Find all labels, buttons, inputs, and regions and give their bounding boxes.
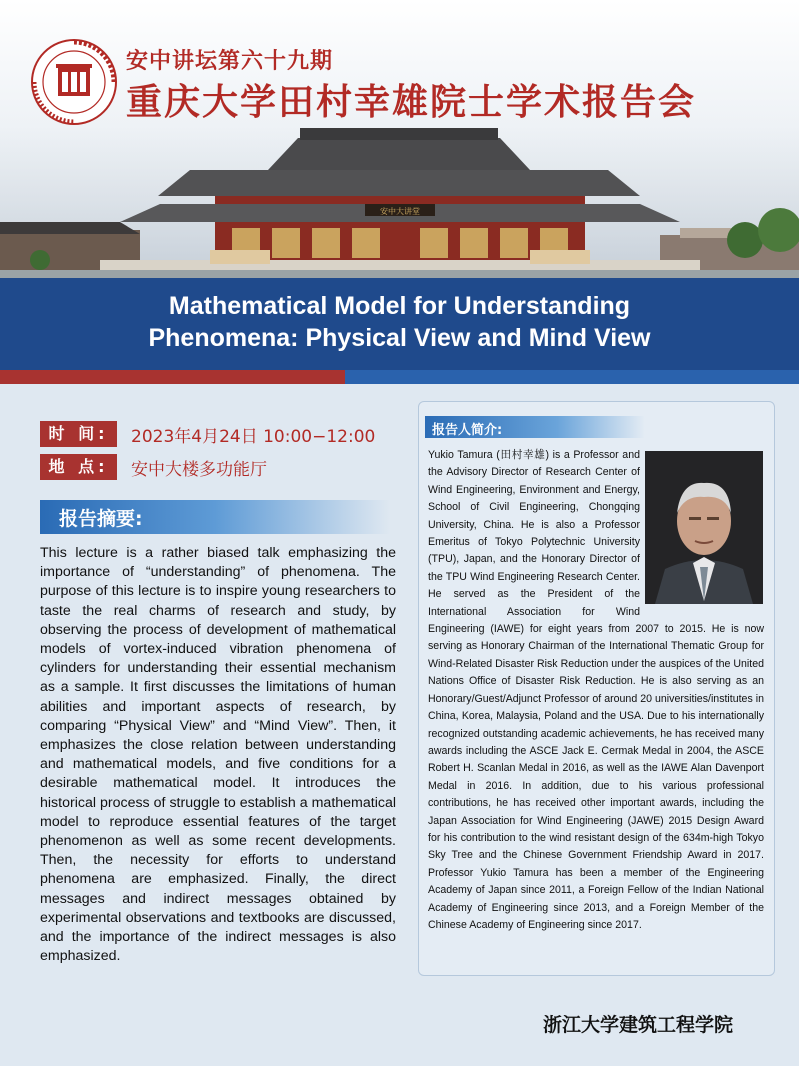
temple-illustration bbox=[0, 110, 799, 278]
lecture-title-line2: Phenomena: Physical View and Mind View bbox=[148, 324, 651, 352]
lecture-title bbox=[0, 290, 799, 354]
abstract-text: This lecture is a rather biased talk emphasizing the importance of “understanding” of phenomena. The purpose of this lecture is to inspire young researchers to taste the real charms of research and study, by observing the process of development of mathematical models of vortex-induced vibration phenomena of cylinders for understanding their essential mechanism as a sample. It first discusses the limitations of human abilities and important aspects of research, by comparing “Physical View” and “Mind View”. Then, it emphasizes the close relation between understanding and mathematical models, and five conditions for a desirable mathematical model. It introduces the historical process of struggle to establish a mathematical model to reproduce essential features of the target phenomenon as well as some recent developments. Then, the necessity for efforts to understand phenomena are emphasized. Finally, the direct messages and indirect messages obtained by experimental observations and textbooks are discussed, and the importance of the indirect messages is also emphasized. bbox=[40, 545, 396, 965]
time-label: 时 间: bbox=[40, 421, 117, 447]
divider-red bbox=[0, 370, 345, 384]
bio-heading-bar bbox=[425, 416, 645, 438]
speaker-photo bbox=[645, 451, 763, 604]
organizer-footer: 浙江大学建筑工程学院 bbox=[543, 1014, 734, 1036]
hall-plaque: 安中大讲堂 bbox=[380, 207, 420, 216]
abstract-heading: 报告摘要: bbox=[59, 508, 143, 530]
abstract-heading-bar bbox=[40, 500, 390, 534]
bio-heading: 报告人简介: bbox=[432, 423, 503, 438]
hero-banner bbox=[0, 0, 799, 278]
time-value: 2023年4月24日 10:00−12:00 bbox=[131, 426, 376, 447]
place-label: 地 点: bbox=[40, 454, 117, 480]
place-row bbox=[40, 454, 267, 480]
time-row bbox=[40, 421, 375, 447]
series-label: 安中讲坛第六十九期 bbox=[126, 49, 334, 74]
bio-text: Yukio Tamura (田村幸雄) is a Professor and the Advisory Director of Research Center of Wind Engineering, Environment and Energy, School of Civil Engineering, Chongqing University, China. He is also a Professor Emeritus of Tokyo Polytechnic University (TPU), Japan, and the Honorary Director of the TPU Wind Engineering Research Center. He served as the President of the International Association for Wind Engineering (IAWE) for eight years from 2007 to 2015. He is now serving as Honorary Chairman of the International Thematic Group for Wind-Related Disaster Risk Reduction under the auspices of the United Nations Office of Disaster Risk Reduction. He is also serving as an Honorary/Guest/Adjunct Professor of around 20 universities/institutes in China, Korea, Malaysia, Poland and the USA. Due to his internationally recognized outstanding academic achievements, he has received many awards including the ASCE Jack E. Cermak Medal in 2004, the ASCE Robert H. Scanlan Medal in 2016, as well as the IAWE Alan Davenport Medal in 2016. In addition, due to his various professional contributions, he has received other important awards, including the Japan Association for Wind Engineering (JAWE) 2015 Design Award for his contribution to the wind resistant design of the 634m-high Tokyo Sky Tree and the Chinese Government Friendship Award in 2017. Professor Yukio Tamura has been a member of the Engineering Academy of Japan since 2011, a Foreign Fellow of the Indian National Academy of Engineering since 2013, and a Foreign Member of the Chinese Academy of Engineering since 2017. bbox=[428, 449, 764, 931]
place-value: 安中大楼多功能厅 bbox=[131, 459, 267, 480]
divider-blue bbox=[345, 370, 799, 384]
university-seal-logo bbox=[30, 38, 118, 126]
lecture-title-line1: Mathematical Model for Understanding bbox=[168, 292, 631, 320]
event-title: 重庆大学田村幸雄院士学术报告会 bbox=[126, 82, 697, 123]
